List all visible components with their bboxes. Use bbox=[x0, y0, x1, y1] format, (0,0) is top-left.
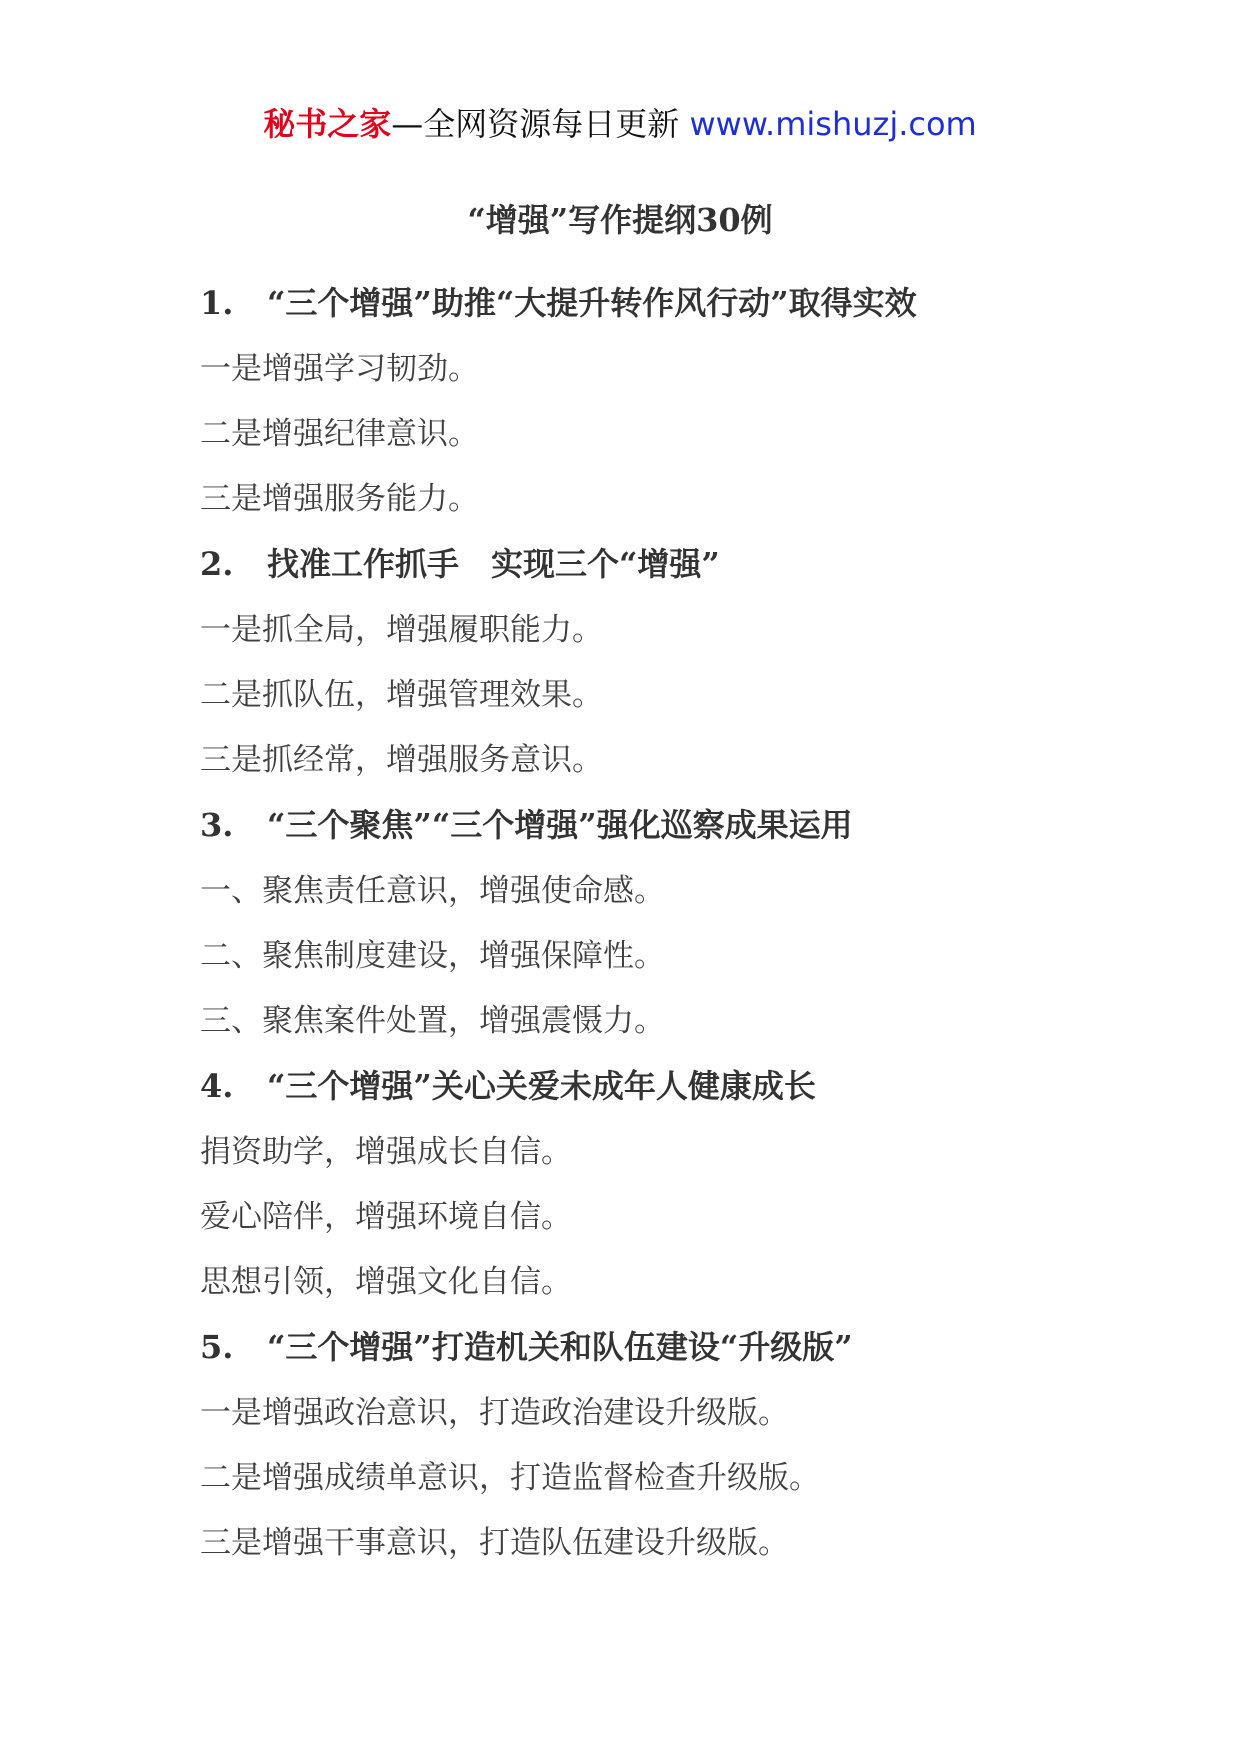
section-number: 2. bbox=[200, 545, 234, 583]
section-number: 1. bbox=[200, 284, 234, 322]
site-banner bbox=[0, 104, 1240, 144]
section-title: “三个增强”打造机关和队伍建设“升级版” bbox=[267, 1328, 853, 1366]
outline-item: 一、聚焦责任意识，增强使命感。 bbox=[200, 873, 665, 909]
section-number: 3. bbox=[200, 806, 234, 844]
outline-item: 三是增强服务能力。 bbox=[200, 481, 479, 517]
outline-item: 二是抓队伍，增强管理效果。 bbox=[200, 677, 603, 713]
section-title: “三个增强”关心关爱未成年人健康成长 bbox=[267, 1067, 816, 1105]
outline-section bbox=[200, 1061, 1100, 1322]
outline-section bbox=[200, 539, 1100, 800]
outline-item: 思想引领，增强文化自信。 bbox=[200, 1264, 572, 1300]
section-heading bbox=[200, 1322, 1100, 1388]
outline-section bbox=[200, 800, 1100, 1061]
section-number: 4. bbox=[200, 1067, 234, 1105]
brand-name: 秘书之家 bbox=[263, 105, 392, 143]
section-title: 找准工作抓手 实现三个“增强” bbox=[267, 545, 720, 583]
outline-item: 二是增强成绩单意识，打造监督检查升级版。 bbox=[200, 1460, 820, 1496]
section-heading bbox=[200, 1061, 1100, 1127]
site-url[interactable]: www.mishuzj.com bbox=[689, 105, 977, 143]
outline-item: 二是增强纪律意识。 bbox=[200, 416, 479, 452]
section-heading bbox=[200, 539, 1100, 605]
section-heading bbox=[200, 800, 1100, 866]
outline-section bbox=[200, 1322, 1100, 1583]
outline-item: 一是增强学习韧劲。 bbox=[200, 351, 479, 387]
outline-item: 捐资助学，增强成长自信。 bbox=[200, 1134, 572, 1170]
outline-item: 爱心陪伴，增强环境自信。 bbox=[200, 1199, 572, 1235]
section-title: “三个聚焦”“三个增强”强化巡察成果运用 bbox=[267, 806, 853, 844]
outline-item: 一是增强政治意识，打造政治建设升级版。 bbox=[200, 1395, 789, 1431]
section-heading bbox=[200, 278, 1100, 344]
outline-item: 二、聚焦制度建设，增强保障性。 bbox=[200, 938, 665, 974]
outline-item: 三是抓经常，增强服务意识。 bbox=[200, 742, 603, 778]
outline-item: 三、聚焦案件处置，增强震慑力。 bbox=[200, 1003, 665, 1039]
banner-tagline: —全网资源每日更新 bbox=[391, 105, 680, 143]
outline-section bbox=[200, 278, 1100, 539]
outline-item: 一是抓全局，增强履职能力。 bbox=[200, 612, 603, 648]
document-title: “增强”写作提纲30例 bbox=[467, 201, 773, 239]
outline-item: 三是增强干事意识，打造队伍建设升级版。 bbox=[200, 1525, 789, 1561]
section-number: 5. bbox=[200, 1328, 234, 1366]
section-title: “三个增强”助推“大提升转作风行动”取得实效 bbox=[267, 284, 917, 322]
outline-content bbox=[200, 278, 1100, 1583]
